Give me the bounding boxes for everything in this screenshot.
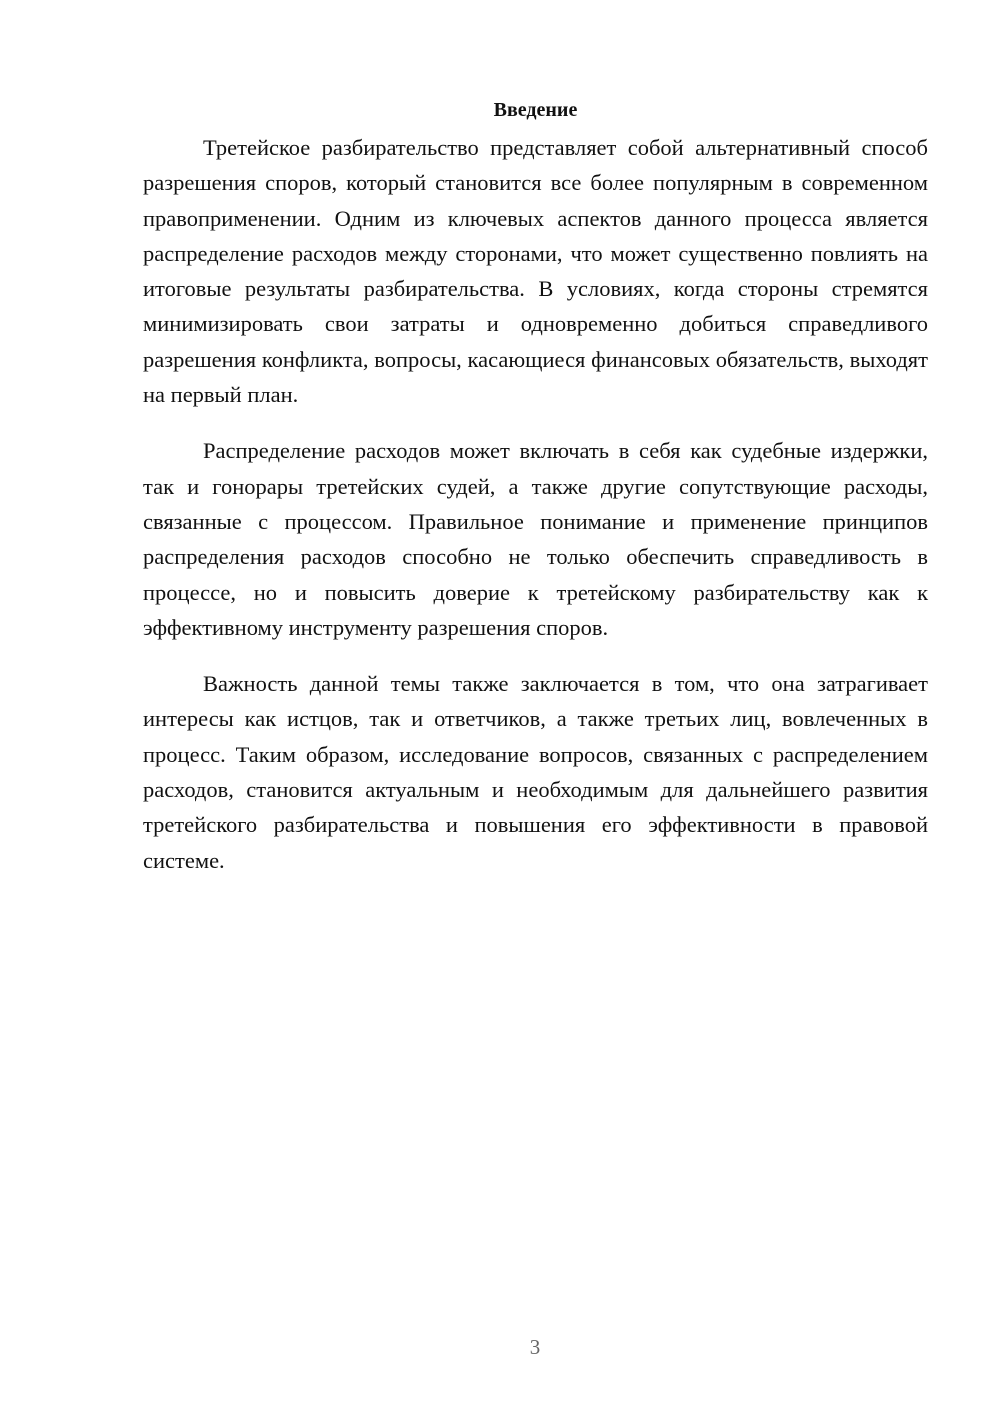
paragraph-3: Важность данной темы также заключается в том, что она затрагивает интересы как истцов, так и ответчиков, а также третьих лиц, вовлеченных в процесс. Таким образом, исследование вопросов, связанных с распределением расходов, становится актуальным и необходимым для дальнейшего развития третейского разбирательства и повышения его эффективности в правовой системе. — [143, 671, 928, 873]
paragraph-2: Распределение расходов может включать в себя как судебные издержки, так и гонорары третейских судей, а также другие сопутствующие расходы, связанные с процессом. Правильное понимание и применение принципов распределения расходов способно не только обеспечить справедливость в процессе, но и повысить доверие к третейскому разбирательству как к эффективному инструменту разрешения споров. — [143, 438, 928, 640]
paragraph-1: Третейское разбирательство представляет собой альтернативный способ разрешения споров, который становится все более популярным в современном правоприменении. Одним из ключевых аспектов данного процесса является распределение расходов между сторонами, что может существенно повлиять на итоговые результаты разбирательства. В условиях, когда стороны стремятся минимизировать свои затраты и одновременно добиться справедливого разрешения конфликта, вопросы, касающиеся финансовых обязательств, выходят на первый план. — [143, 135, 928, 408]
page-content — [143, 96, 928, 899]
page-number: 3 — [529, 1335, 541, 1359]
section-heading: Введение — [493, 99, 578, 121]
